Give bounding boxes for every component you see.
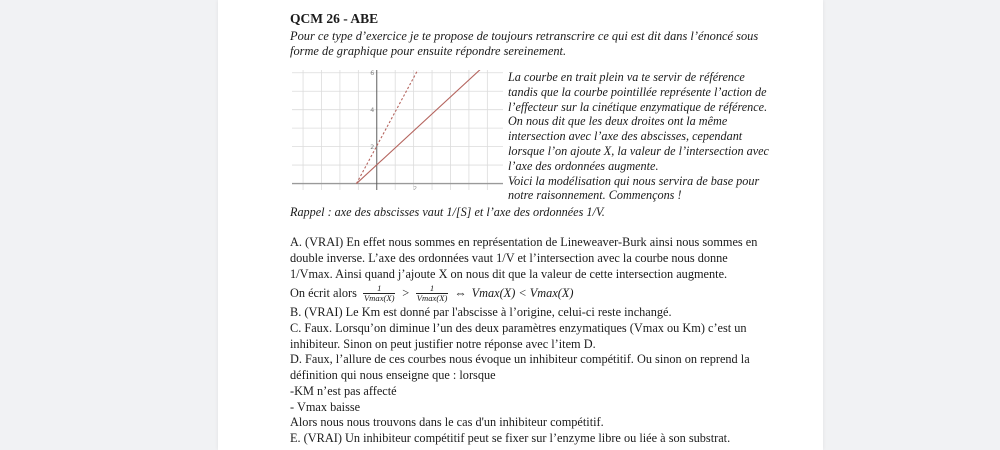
page-title: QCM 26 - ABE	[290, 11, 379, 26]
equivalence-arrow: ⇔	[454, 285, 467, 300]
graph-annotation	[508, 70, 770, 203]
greater-than-sign: >	[401, 285, 410, 300]
item-e: E. (VRAI) Un inhibiteur compétitif peut se fixer sur l’enzyme libre ou liée à son substrat.	[290, 430, 731, 445]
formula-rhs: Vmax(X) < Vmax(X)	[471, 285, 574, 300]
graph-svg	[292, 70, 503, 190]
answers-block	[290, 235, 763, 446]
conclusion-line: Alors nous nous trouvons dans le cas d'un inhibiteur compétitif.	[290, 415, 604, 430]
svg-text:4: 4	[370, 106, 375, 114]
svg-text:2: 2	[370, 143, 375, 151]
fraction-2-denominator: Vmax(X)	[416, 293, 448, 304]
item-c: C. Faux. Lorsqu’on diminue l’un des deux paramètres enzymatiques (Vmax ou Km) c’est un inhibiteur. Sinon on peut justifier notre réponse avec l’item D.	[290, 320, 747, 351]
lineweaver-burk-graph	[292, 70, 503, 190]
formula-line	[290, 282, 763, 305]
fraction-2-numerator: 1	[416, 284, 449, 295]
fraction-2	[416, 284, 449, 304]
fraction-1	[363, 284, 396, 304]
bullet-vmax: - Vmax baisse	[290, 399, 361, 414]
rappel-line: Rappel : axe des abscisses vaut 1/[S] et l’axe des ordonnées 1/V.	[290, 205, 605, 220]
document-content	[218, 0, 823, 447]
svg-text:2: 2	[413, 185, 418, 190]
intro-paragraph: Pour ce type d’exercice je te propose de toujours retranscrire ce qui est dit dans l’énoncé sous forme de graphique pour ensuite répondre sereinement.	[290, 29, 759, 58]
item-b: B. (VRAI) Le Km est donné par l'abscisse à l’origine, celui-ci reste inchangé.	[290, 305, 672, 320]
document-page	[218, 0, 823, 450]
annotation-paragraph-2: Voici la modélisation qui nous servira de base pour notre raisonnement. Commençons !	[508, 173, 760, 203]
bullet-km: -KM n’est pas affecté	[290, 383, 397, 398]
figure-row	[292, 70, 769, 203]
item-a: A. (VRAI) En effet nous sommes en représentation de Lineweaver-Burk ainsi nous sommes en double inverse. L’axe des ordonnées vaut 1/V et l’intersection avec la courbe nous donne 1/Vmax. Ainsi quand j’ajoute X on nous dit que la valeur de cette intersection augmente.	[290, 235, 758, 281]
item-d: D. Faux, l’allure de ces courbes nous évoque un inhibiteur compétitif. Ou sinon on reprend la définition qui nous enseigne que : lorsque	[290, 352, 750, 383]
fraction-1-numerator: 1	[363, 284, 396, 295]
annotation-paragraph-1: La courbe en trait plein va te servir de référence tandis que la courbe pointillée représente l’action de l’effecteur sur la cinétique enzymatique de référence. On nous dit que les deux droites ont la même intersection avec l’axe des abscisses, cependant lorsque l’on ajoute X, la valeur de l’intersection avec l’axe des ordonnées augmente.	[508, 70, 769, 173]
formula-prefix: On écrit alors	[290, 285, 357, 300]
svg-text:6: 6	[370, 70, 375, 78]
fraction-1-denominator: Vmax(X)	[363, 293, 395, 304]
